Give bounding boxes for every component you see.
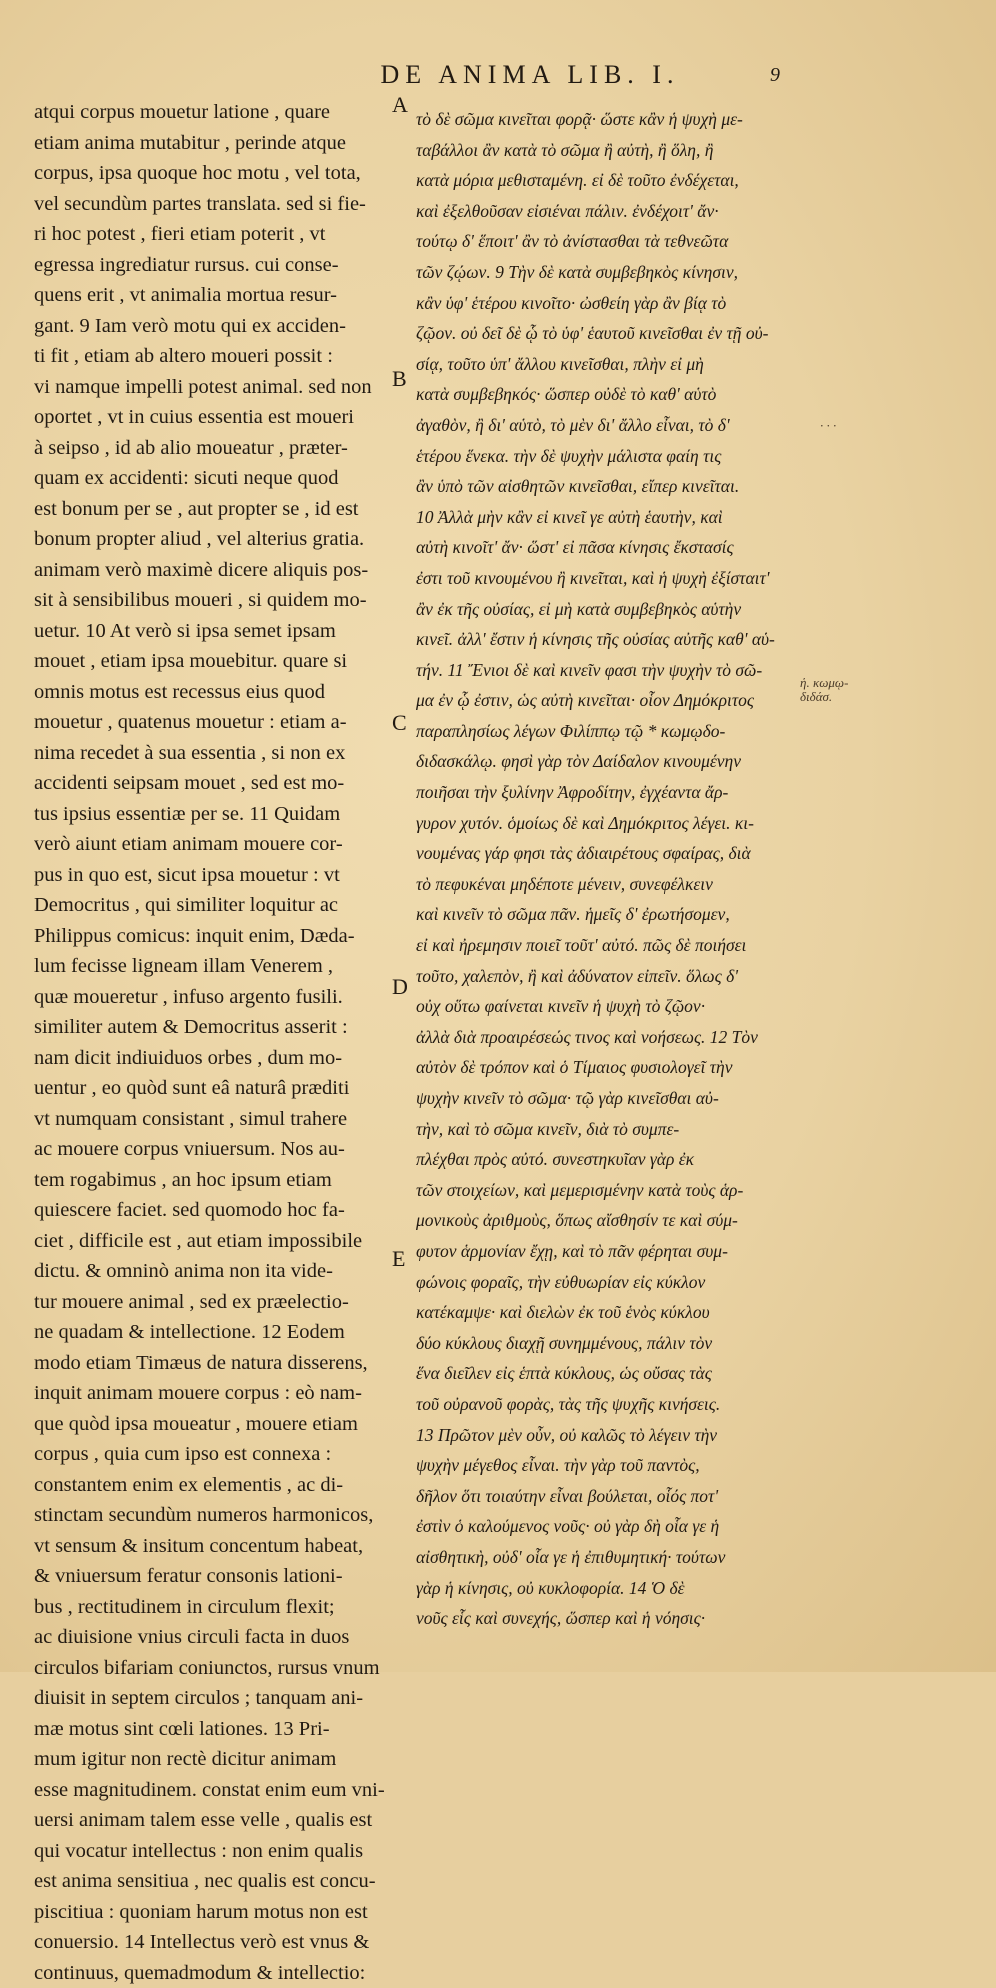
latin-text-line: mouetur , quatenus mouetur : etiam a- [34, 707, 412, 738]
greek-text-line: κατὰ συμβεβηκός· ὥσπερ οὐδὲ τὸ καθ' αὑτὸ [416, 379, 788, 410]
latin-text-line: stinctam secundùm numeros harmonicos, [34, 1500, 412, 1531]
greek-text-line: ζῷον. οὐ δεῖ δὲ ᾧ τὸ ὑφ' ἑαυτοῦ κινεῖσθαι ἐν τῇ οὐ- [416, 318, 788, 349]
latin-text-line: circulos bifariam coniunctos, rursus vnum [34, 1653, 412, 1684]
latin-text-line: modo etiam Timæus de natura disserens, [34, 1348, 412, 1379]
latin-text-line: uersi animam talem esse velle , qualis est [34, 1805, 412, 1836]
margin-note-komodo: ἡ. κωμῳ- διδάσ. [800, 676, 860, 704]
greek-text-line: σίᾳ, τοῦτο ὑπ' ἄλλου κινεῖσθαι, πλὴν εἰ μὴ [416, 349, 788, 380]
latin-text-line: oportet , vt in cuius essentia est moueri [34, 402, 412, 433]
latin-text-line: verò aiunt etiam animam mouere cor- [34, 829, 412, 860]
greek-text-line: τήν. 11 Ἔνιοι δὲ καὶ κινεῖν φασι τὴν ψυχὴν τὸ σῶ- [416, 655, 788, 686]
latin-text-line: omnis motus est recessus eius quod [34, 677, 412, 708]
greek-text-line: φυτον ἁρμονίαν ἔχῃ, καὶ τὸ πᾶν φέρηται συμ- [416, 1236, 788, 1267]
latin-text-line: dictu. & omninò anima non ita vide- [34, 1256, 412, 1287]
latin-text-line: egressa ingrediatur rursus. cui conse- [34, 250, 412, 281]
greek-text-line: τὸ δὲ σῶμα κινεῖται φορᾷ· ὥστε κἂν ἡ ψυχὴ με- [416, 104, 788, 135]
section-marker-c: C [392, 710, 407, 736]
latin-text-line: esse magnitudinem. constat enim eum vni- [34, 1775, 412, 1806]
greek-text-line: νουμένας γάρ φησι τὰς ἀδιαιρέτους σφαίρας, διὰ [416, 838, 788, 869]
latin-text-line: uentur , eo quòd sunt eâ naturâ præditi [34, 1073, 412, 1104]
greek-text-line: τοῦ οὐρανοῦ φορὰς, τὰς τῆς ψυχῆς κινήσεις. [416, 1389, 788, 1420]
latin-text-line: ac mouere corpus vniuersum. Nos au- [34, 1134, 412, 1165]
greek-text-line: ἀλλὰ διὰ προαιρέσεώς τινος καὶ νοήσεως. 12 Τὸν [416, 1022, 788, 1053]
greek-text-line: ἐστὶν ὁ καλούμενος νοῦς· οὐ γὰρ δὴ οἷα γε ἡ [416, 1511, 788, 1542]
greek-text-line: δύο κύκλους διαχῇ συνημμένους, πάλιν τὸν [416, 1328, 788, 1359]
latin-text-line: inquit animam mouere corpus : eò nam- [34, 1378, 412, 1409]
greek-text-line: τοῦτο, χαλεπὸν, ἢ καὶ ἀδύνατον εἰπεῖν. ὅλως δ' [416, 961, 788, 992]
latin-text-line: ne quadam & intellectione. 12 Eodem [34, 1317, 412, 1348]
latin-text-line: Democritus , qui similiter loquitur ac [34, 890, 412, 921]
latin-column [34, 97, 412, 1988]
latin-text-line: à seipso , id ab alio moueatur , præter- [34, 433, 412, 464]
section-marker-d: D [392, 974, 408, 1000]
greek-text-line: εἰ καὶ ἠρεμησιν ποιεῖ τοῦτ' αὐτό. πῶς δὲ ποιήσει [416, 930, 788, 961]
latin-text-line: vt numquam consistant , simul trahere [34, 1104, 412, 1135]
latin-text-line: gant. 9 Iam verò motu qui ex acciden- [34, 311, 412, 342]
latin-text-line: vt sensum & insitum concentum habeat, [34, 1531, 412, 1562]
latin-text-line: atqui corpus mouetur latione , quare [34, 97, 412, 128]
latin-text-line: quam ex accidenti: sicuti neque quod [34, 463, 412, 494]
latin-text-line: tus ipsius essentiæ per se. 11 Quidam [34, 799, 412, 830]
greek-text-line: ἂν ὑπὸ τῶν αἰσθητῶν κινεῖσθαι, εἴπερ κινεῖται. [416, 471, 788, 502]
greek-text-line: δῆλον ὅτι τοιαύτην εἶναι βούλεται, οἷός ποτ' [416, 1481, 788, 1512]
latin-text-line: diuisit in septem circulos ; tanquam ani- [34, 1683, 412, 1714]
greek-text-line: τὸ πεφυκέναι μηδέποτε μένειν, συνεφέλκειν [416, 869, 788, 900]
greek-text-line: ἂν ἐκ τῆς οὐσίας, εἰ μὴ κατὰ συμβεβηκὸς αὑτὴν [416, 594, 788, 625]
latin-text-line: pus in quo est, sicut ipsa mouetur : vt [34, 860, 412, 891]
latin-text-line: mouet , etiam ipsa mouebitur. quare si [34, 646, 412, 677]
greek-text-line: ταβάλλοι ἂν κατὰ τὸ σῶμα ἢ αὐτὴ, ἢ ὅλη, ἢ [416, 135, 788, 166]
latin-text-line: est anima sensitiua , nec qualis est concu- [34, 1866, 412, 1897]
section-marker-e: E [392, 1246, 405, 1272]
latin-text-line: bus , rectitudinem in circulum flexit; [34, 1592, 412, 1623]
latin-text-line: lum fecisse ligneam illam Venerem , [34, 951, 412, 982]
latin-text-line: ciet , difficile est , aut etiam impossibile [34, 1226, 412, 1257]
greek-text-line: διδασκάλῳ. φησὶ γὰρ τὸν Δαίδαλον κινουμένην [416, 746, 788, 777]
latin-text-line: tem rogabimus , an hoc ipsum etiam [34, 1165, 412, 1196]
greek-text-line: πλέχθαι πρὸς αὐτό. συνεστηκυῖαν γὰρ ἐκ [416, 1144, 788, 1175]
greek-text-line: παραπλησίως λέγων Φιλίππῳ τῷ * κωμῳδο- [416, 716, 788, 747]
section-marker-b: B [392, 366, 407, 392]
greek-text-line: 13 Πρῶτον μὲν οὖν, οὐ καλῶς τὸ λέγειν τὴν [416, 1420, 788, 1451]
latin-text-line: accidenti seipsam mouet , sed est mo- [34, 768, 412, 799]
greek-text-line: ποιῆσαι τὴν ξυλίνην Ἀφροδίτην, ἐγχέαντα ἄρ- [416, 777, 788, 808]
margin-note-dots: · · · [820, 418, 836, 434]
latin-text-line: tur mouere animal , sed ex præelectio- [34, 1287, 412, 1318]
latin-text-line: Philippus comicus: inquit enim, Dæda- [34, 921, 412, 952]
latin-text-line: corpus, ipsa quoque hoc motu , vel tota, [34, 158, 412, 189]
greek-text-line: ψυχὴν μέγεθος εἶναι. τὴν γὰρ τοῦ παντὸς, [416, 1450, 788, 1481]
greek-text-line: φώνοις φοραῖς, τὴν εὐθυωρίαν εἰς κύκλον [416, 1267, 788, 1298]
latin-text-line: nam dicit indiuiduos orbes , dum mo- [34, 1043, 412, 1074]
greek-text-line: καὶ κινεῖν τὸ σῶμα πᾶν. ἡμεῖς δ' ἐρωτήσομεν, [416, 899, 788, 930]
greek-text-line: κἂν ὑφ' ἑτέρου κινοῖτο· ὠσθείη γὰρ ἂν βίᾳ τὸ [416, 288, 788, 319]
greek-text-line: καὶ ἐξελθοῦσαν εἰσιέναι πάλιν. ἐνδέχοιτ' ἄν· [416, 196, 788, 227]
greek-text-line: τούτῳ δ' ἕποιτ' ἂν τὸ ἀνίστασθαι τὰ τεθνεῶτα [416, 226, 788, 257]
latin-text-line: qui vocatur intellectus : non enim qualis [34, 1836, 412, 1867]
greek-text-line: αὐτὸν δὲ τρόπον καὶ ὁ Τίμαιος φυσιολογεῖ τὴν [416, 1052, 788, 1083]
latin-text-line: bonum propter aliud , vel alterius gratia. [34, 524, 412, 555]
greek-text-line: γὰρ ἡ κίνησις, οὐ κυκλοφορία. 14 Ὁ δὲ [416, 1573, 788, 1604]
section-marker-a: A [392, 92, 408, 118]
greek-text-line: τὴν, καὶ τὸ σῶμα κινεῖν, διὰ τὸ συμπε- [416, 1114, 788, 1145]
latin-text-line: quens erit , vt animalia mortua resur- [34, 280, 412, 311]
latin-text-line: uetur. 10 At verò si ipsa semet ipsam [34, 616, 412, 647]
latin-text-line: ac diuisione vnius circuli facta in duos [34, 1622, 412, 1653]
latin-text-line: mæ motus sint cœli lationes. 13 Pri- [34, 1714, 412, 1745]
greek-text-line: τῶν στοιχείων, καὶ μεμερισμένην κατὰ τοὺς ἁρ- [416, 1175, 788, 1206]
greek-text-line: κατὰ μόρια μεθισταμένη. εἰ δὲ τοῦτο ἐνδέχεται, [416, 165, 788, 196]
latin-text-line: etiam anima mutabitur , perinde atque [34, 128, 412, 159]
latin-text-line: vel secundùm partes translata. sed si fie- [34, 189, 412, 220]
latin-text-line: est bonum per se , aut propter se , id est [34, 494, 412, 525]
greek-text-line: μα ἐν ᾧ ἐστιν, ὡς αὐτὴ κινεῖται· οἷον Δημόκριτος [416, 685, 788, 716]
greek-text-line: νοῦς εἷς καὶ συνεχής, ὥσπερ καὶ ἡ νόησις· [416, 1603, 788, 1634]
greek-text-line: τῶν ζῴων. 9 Τὴν δὲ κατὰ συμβεβηκὸς κίνησιν, [416, 257, 788, 288]
latin-text-line: ti fit , etiam ab altero moueri possit : [34, 341, 412, 372]
latin-text-line: que quòd ipsa moueatur , mouere etiam [34, 1409, 412, 1440]
greek-text-line: ἕνα διεῖλεν εἰς ἑπτὰ κύκλους, ὡς οὔσας τὰς [416, 1358, 788, 1389]
latin-text-line: quiescere faciet. sed quomodo hoc fa- [34, 1195, 412, 1226]
latin-text-line: continuus, quemadmodum & intellectio: [34, 1958, 412, 1988]
greek-text-line: ψυχὴν κινεῖν τὸ σῶμα· τῷ γὰρ κινεῖσθαι αὐ- [416, 1083, 788, 1114]
latin-text-line: mum igitur non rectè dicitur animam [34, 1744, 412, 1775]
latin-text-line: sit à sensibilibus moueri , si quidem mo- [34, 585, 412, 616]
greek-text-line: ἀγαθὸν, ἢ δι' αὑτὸ, τὸ μὲν δι' ἄλλο εἶναι, τὸ δ' [416, 410, 788, 441]
latin-text-line: similiter autem & Democritus asserit : [34, 1012, 412, 1043]
greek-text-line: κατέκαμψε· καὶ διελὼν ἐκ τοῦ ἑνὸς κύκλου [416, 1297, 788, 1328]
latin-text-line: ri hoc potest , fieri etiam poterit , vt [34, 219, 412, 250]
latin-text-line: animam verò maximè dicere aliquis pos- [34, 555, 412, 586]
greek-text-line: ἐστι τοῦ κινουμένου ἢ κινεῖται, καὶ ἡ ψυχὴ ἐξίσταιτ' [416, 563, 788, 594]
latin-text-line: quæ moueretur , infuso argento fusili. [34, 982, 412, 1013]
greek-text-line: αἰσθητικὴ, οὐδ' οἷα γε ἡ ἐπιθυμητική· τούτων [416, 1542, 788, 1573]
latin-text-line: constantem enim ex elementis , ac di- [34, 1470, 412, 1501]
greek-column [416, 104, 788, 1634]
latin-text-line: piscitiua : quoniam harum motus non est [34, 1897, 412, 1928]
running-header: DE ANIMA LIB. I. [270, 60, 790, 94]
latin-text-line: corpus , quia cum ipso est connexa : [34, 1439, 412, 1470]
page-number: 9 [770, 64, 780, 87]
latin-text-line: nima recedet à sua essentia , si non ex [34, 738, 412, 769]
latin-text-line: & vniuersum feratur consonis lationi- [34, 1561, 412, 1592]
greek-text-line: γυρον χυτόν. ὁμοίως δὲ καὶ Δημόκριτος λέγει. κι- [416, 808, 788, 839]
greek-text-line: κινεῖ. ἀλλ' ἔστιν ἡ κίνησις τῆς οὐσίας αὐτῆς καθ' αὑ- [416, 624, 788, 655]
greek-text-line: αὐτὴ κινοῖτ' ἄν· ὥστ' εἰ πᾶσα κίνησις ἔκστασίς [416, 532, 788, 563]
greek-text-line: 10 Ἀλλὰ μὴν κἂν εἰ κινεῖ γε αὐτὴ ἑαυτὴν, καὶ [416, 502, 788, 533]
greek-text-line: ἑτέρου ἕνεκα. τὴν δὲ ψυχὴν μάλιστα φαίη τις [416, 441, 788, 472]
latin-text-line: conuersio. 14 Intellectus verò est vnus & [34, 1927, 412, 1958]
latin-text-line: vi namque impelli potest animal. sed non [34, 372, 412, 403]
greek-text-line: οὐχ οὕτω φαίνεται κινεῖν ἡ ψυχὴ τὸ ζῷον· [416, 991, 788, 1022]
greek-text-line: μονικοὺς ἀριθμοὺς, ὅπως αἴσθησίν τε καὶ σύμ- [416, 1205, 788, 1236]
